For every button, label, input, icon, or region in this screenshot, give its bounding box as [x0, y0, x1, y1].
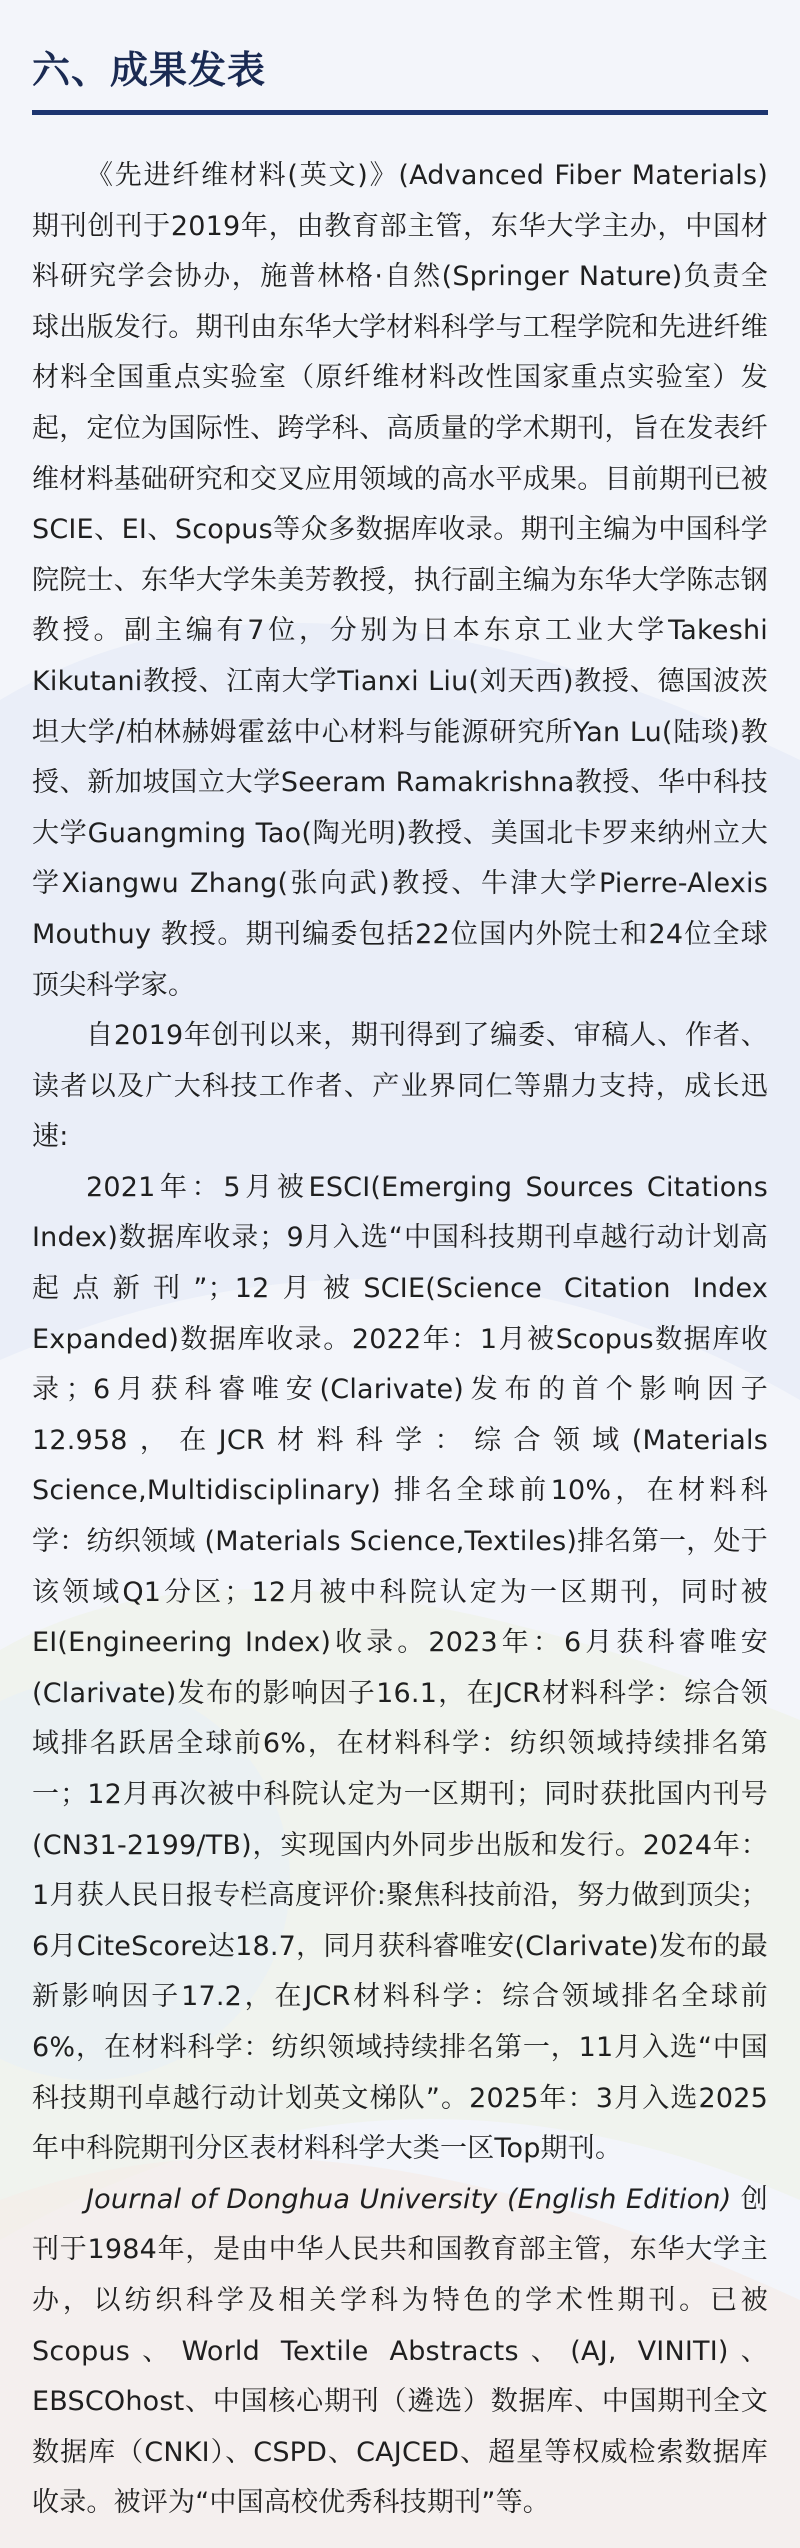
title-underline — [32, 110, 768, 115]
paragraph-growth: 自2019年创刊以来，期刊得到了编委、审稿人、作者、读者以及广大科技工作者、产业界同仁等鼎力支持，成长迅速: — [32, 1020, 768, 1153]
paragraph-milestones: 2021年：5月被ESCI(Emerging Sources Citations Index)数据库收录；9月入选“中国科技期刊卓越行动计划高起点新刊”；12月被SCIE(Science Citation Index Expanded)数据库收录。2022年：1月被Scopus数据库收录；6月获科睿唯安(Clarivate)发布的首个影响因子12.958，在JCR材料科学：综合领域(Materials Science,Multidisciplinary) 排名全球前10%，在材料科学：纺织领域 (Materials Science,Textiles)排名第一，处于该领域Q1分区；12月被中科院认定为一区期刊，同时被EI(Engineering Index)收录。2023年：6月获科睿唯安(Clarivate)发布的影响因子16.1，在JCR材料科学：综合领域排名跃居全球前6%，在材料科学：纺织领域持续排名第一；12月再次被中科院认定为一区期刊；同时获批国内刊号(CN31-2199/TB)，实现国内外同步出版和发行。2024年：1月获人民日报专栏高度评价:聚焦科技前沿，努力做到顶尖；6月CiteScore达18.7，同月获科睿唯安(Clarivate)发布的最新影响因子17.2，在JCR材料科学：综合领域排名全球前6%，在材料科学：纺织领域持续排名第一，11月入选“中国科技期刊卓越行动计划英文梯队”。2025年：3月入选2025年中科院期刊分区表材料科学大类一区Top期刊。 — [32, 1171, 768, 2165]
paragraph-afm-intro: 《先进纤维材料(英文)》(Advanced Fiber Materials)期刊创刊于2019年，由教育部主管，东华大学主办，中国材料研究学会协办，施普林格·自然(Springer Nature)负责全球出版发行。期刊由东华大学材料科学与工程学院和先进纤维材料全国重点实验室（原纤维材料改性国家重点实验室）发起，定位为国际性、跨学科、高质量的学术期刊，旨在发表纤维材料基础研究和交叉应用领域的高水平成果。目前期刊已被SCIE、EI、Scopus等众多数据库收录。期刊主编为中国科学院院士、东华大学朱美芳教授，执行副主编为东华大学陈志钢教授。副主编有7位，分别为日本东京工业大学Takeshi Kikutani教授、江南大学Tianxi Liu(刘天西)教授、德国波茨坦大学/柏林赫姆霍兹中心材料与能源研究所Yan Lu(陆琰)教授、新加坡国立大学Seeram Ramakrishna教授、华中科技大学Guangming Tao(陶光明)教授、美国北卡罗来纳州立大学Xiangwu Zhang(张向武)教授、牛津大学Pierre-Alexis Mouthuy 教授。期刊编委包括22位国内外院士和24位全球顶尖科学家。 — [32, 160, 768, 1001]
jdhu-description: 创刊于1984年，是由中华人民共和国教育部主管，东华大学主办，以纺织科学及相关学科为特色的学术性期刊。已被Scopus、World Textile Abstracts、(AJ, VINITI)、EBSCOhost、中国核心期刊（遴选）数据库、中国期刊全文数据库（CNKI）、CSPD、CAJCED、超星等权威检索数据库收录。被评为“中国高校优秀科技期刊”等。 — [32, 2183, 769, 2519]
paragraph-jdhu — [32, 2175, 768, 2529]
section-title: 六、成果发表 — [32, 48, 267, 92]
jdhu-journal-name: Journal of Donghua University (English Edition) — [86, 2183, 732, 2215]
